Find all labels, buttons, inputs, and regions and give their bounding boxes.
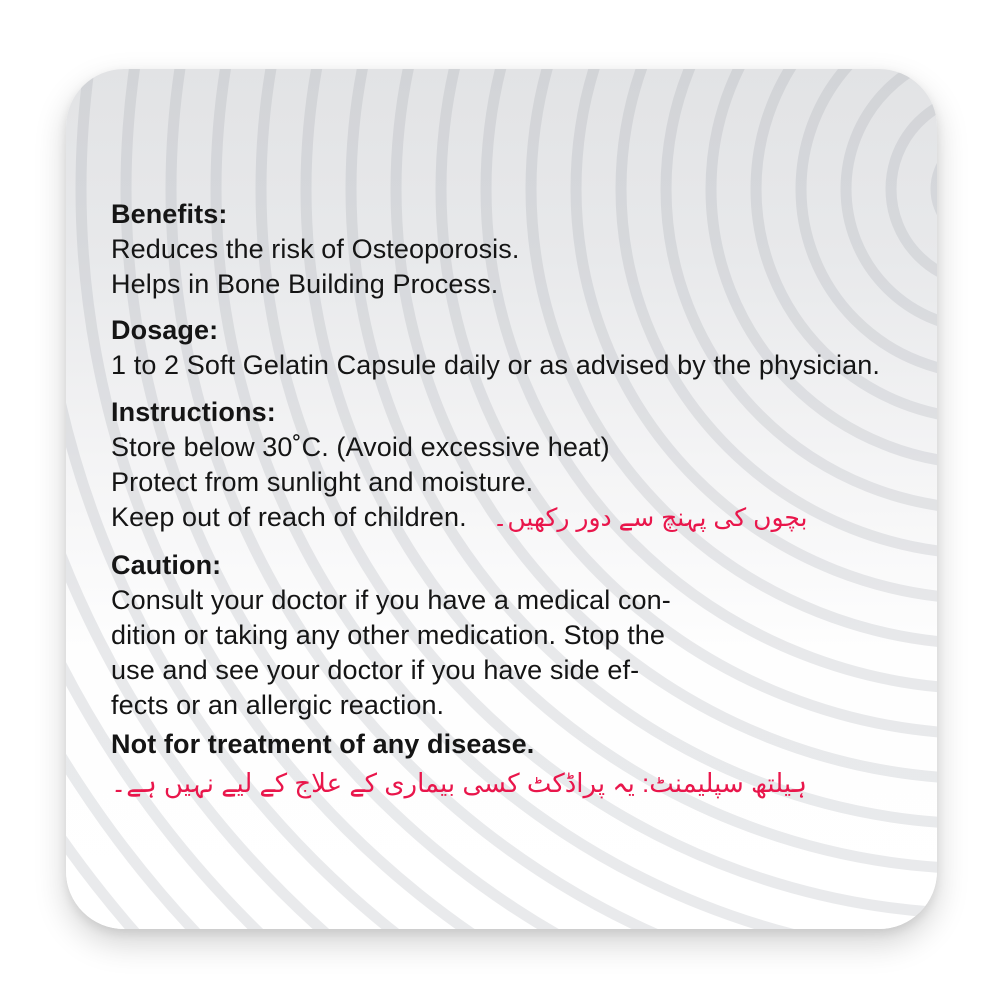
dosage-line-1: 1 to 2 Soft Gelatin Capsule daily or as advised by the physician. <box>111 350 880 380</box>
keep-away-english-text: Keep out of reach of children. <box>111 502 467 532</box>
instructions-line-2: Protect from sunlight and moisture. <box>111 467 534 497</box>
caution-line-3: use and see your doctor if you have side ef- <box>111 655 640 685</box>
instructions-line-3 <box>111 500 899 536</box>
caution-line-2: dition or taking any other medication. Stop the <box>111 620 666 650</box>
instructions-heading: Instructions: <box>111 397 276 427</box>
caution-heading: Caution: <box>111 550 222 580</box>
disclaimer-urdu-text: ہیلتھ سپلیمنٹ: یہ پراڈکٹ کسی بیماری کے علاج کے لیے نہیں ہے۔ <box>111 768 807 798</box>
dosage-heading: Dosage: <box>111 315 219 345</box>
disclaimer-section <box>111 727 899 802</box>
label-card <box>66 69 937 929</box>
instructions-line-1: Store below 30˚C. (Avoid excessive heat) <box>111 432 610 462</box>
dosage-section <box>111 313 899 383</box>
caution-section <box>111 548 899 723</box>
disclaimer-heading: Not for treatment of any disease. <box>111 729 535 759</box>
caution-line-4: fects or an allergic reaction. <box>111 690 445 720</box>
label-content <box>66 69 937 929</box>
instructions-section <box>111 395 899 536</box>
benefits-line-2: Helps in Bone Building Process. <box>111 269 499 299</box>
caution-line-1: Consult your doctor if you have a medical con- <box>111 585 671 615</box>
keep-away-urdu-text: بچوں کی پہنچ سے دور رکھیں۔ <box>492 504 808 532</box>
benefits-section <box>111 197 899 302</box>
benefits-line-1: Reduces the risk of Osteoporosis. <box>111 234 520 264</box>
benefits-heading: Benefits: <box>111 199 228 229</box>
